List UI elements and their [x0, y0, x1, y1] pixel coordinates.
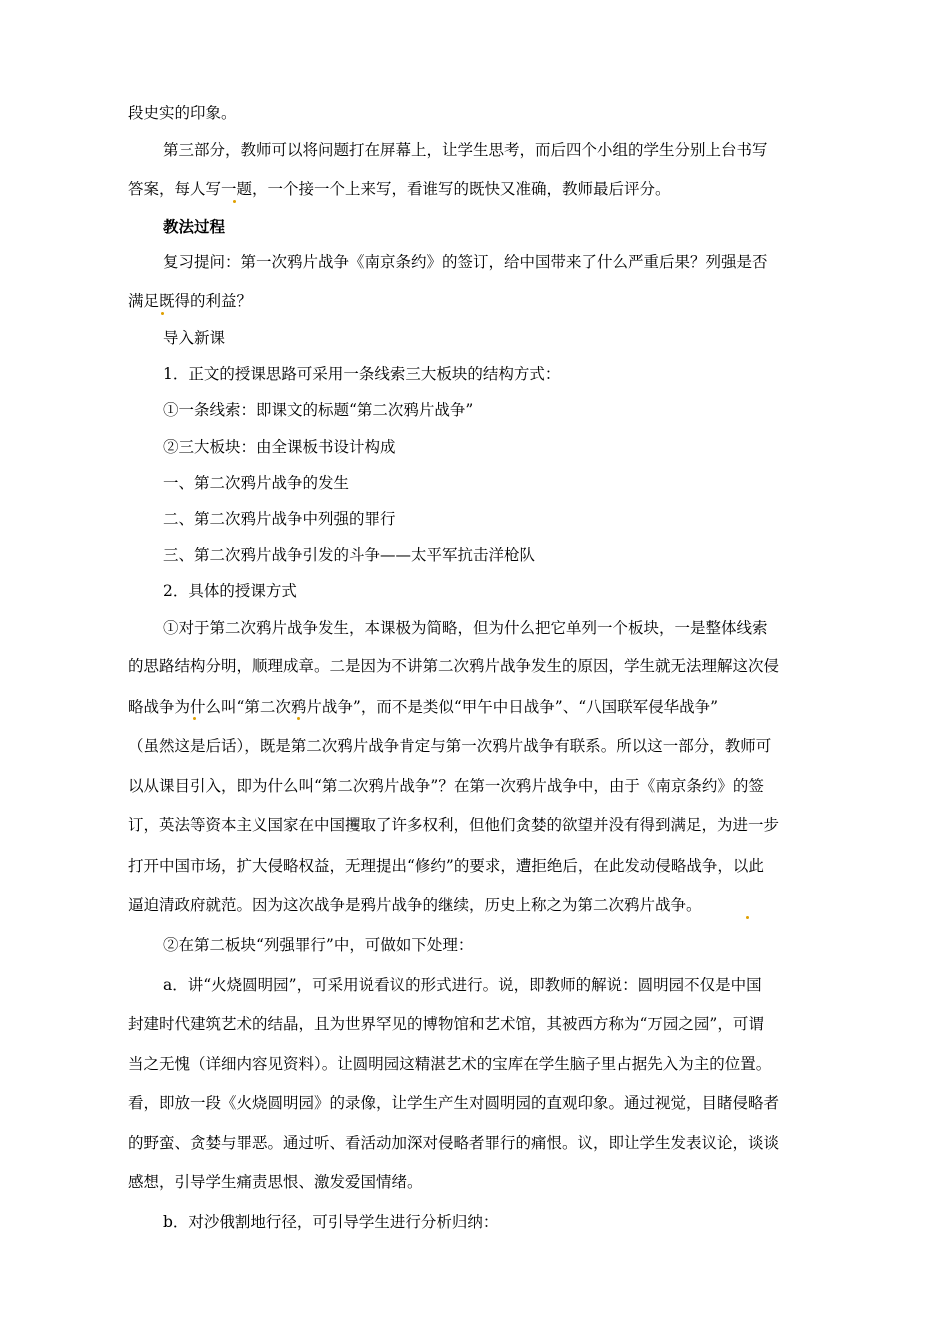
text-line: （虽然这是后话），既是第二次鸦片战争肯定与第一次鸦片战争有联系。所以这一部分，教师可 — [128, 737, 772, 755]
marker-dot — [161, 312, 164, 315]
text-line: 二、第二次鸦片战争中列强的罪行 — [163, 510, 396, 528]
text-line: 的思路结构分明，顺理成章。二是因为不讲第二次鸦片战争发生的原因，学生就无法理解这次侵 — [128, 657, 780, 675]
section-heading: 教法过程 — [163, 218, 226, 236]
text-line: 当之无愧（详细内容见资料）。让圆明园这精湛艺术的宝库在学生脑子里占据先入为主的位置。 — [128, 1055, 772, 1073]
text-line: 感想，引导学生痛责思恨、激发爱国情绪。 — [128, 1173, 423, 1191]
text-line: 答案，每人写一题，一个接一个上来写，看谁写的既快又准确，教师最后评分。 — [128, 180, 671, 198]
text-line: 满足既得的利益？ — [128, 292, 253, 310]
text-line: ②三大板块：由全课板书设计构成 — [163, 438, 396, 456]
text-line: 段史实的印象。 — [128, 104, 237, 122]
text-line: 打开中国市场，扩大侵略权益，无理提出“修约”的要求，遭拒绝后，在此发动侵略战争，以此 — [128, 857, 764, 875]
text-line: 以从课目引入，即为什么叫“第二次鸦片战争”？在第一次鸦片战争中，由于《南京条约》的签 — [128, 777, 764, 795]
text-line: 略战争为什么叫“第二次鸦片战争”，而不是类似“甲午中日战争”、“八国联军侵华战争” — [128, 698, 719, 716]
text-line: a．讲“火烧圆明园”，可采用说看议的形式进行。说，即教师的解说：圆明园不仅是中国 — [163, 976, 762, 994]
text-line: 复习提问：第一次鸦片战争《南京条约》的签订，给中国带来了什么严重后果？列强是否 — [163, 253, 768, 271]
text-line: 一、第二次鸦片战争的发生 — [163, 474, 350, 492]
text-line: 的野蛮、贪婪与罪恶。通过听、看活动加深对侵略者罪行的痛恨。议，即让学生发表议论，谈谈 — [128, 1134, 780, 1152]
text-line: 第三部分，教师可以将问题打在屏幕上，让学生思考，而后四个小组的学生分别上台书写 — [163, 141, 768, 159]
text-line: b．对沙俄割地行径，可引导学生进行分析归纳： — [163, 1213, 499, 1231]
marker-dot — [193, 717, 196, 720]
text-line: ①对于第二次鸦片战争发生，本课极为简略，但为什么把它单列一个板块，一是整体线索 — [163, 619, 768, 637]
text-line: 1．正文的授课思路可采用一条线索三大板块的结构方式： — [163, 365, 561, 383]
text-line: 订，英法等资本主义国家在中国攫取了许多权利，但他们贪婪的欲望并没有得到满足，为进一步 — [128, 816, 780, 834]
text-line: 2．具体的授课方式 — [163, 582, 297, 600]
text-line: 三、第二次鸦片战争引发的斗争——太平军抗击洋枪队 — [163, 546, 536, 564]
text-line: 逼迫清政府就范。因为这次战争是鸦片战争的继续，历史上称之为第二次鸦片战争。 — [128, 896, 702, 914]
text-line: 看，即放一段《火烧圆明园》的录像，让学生产生对圆明园的直观印象。通过视觉，目睹侵略者 — [128, 1094, 780, 1112]
text-line: 封建时代建筑艺术的结晶，且为世界罕见的博物馆和艺术馆，其被西方称为“万园之园”，可谓 — [128, 1015, 764, 1033]
text-line: 导入新课 — [163, 329, 226, 347]
marker-dot — [233, 200, 236, 203]
marker-dot — [746, 916, 749, 919]
marker-dot — [297, 717, 300, 720]
text-line: ②在第二板块“列强罪行”中，可做如下处理： — [163, 936, 474, 954]
text-line: ①一条线索：即课文的标题“第二次鸦片战争” — [163, 401, 474, 419]
